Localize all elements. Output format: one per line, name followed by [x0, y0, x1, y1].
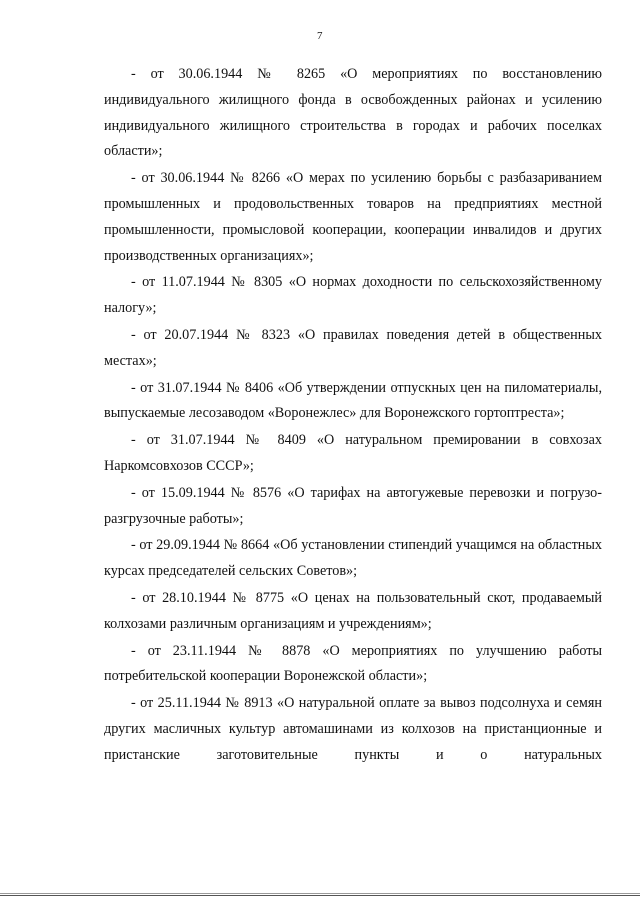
list-item: - от 20.07.1944 № 8323 «О правилах поведения детей в общественных местах»; — [104, 326, 602, 369]
list-item: - от 31.07.1944 № 8409 «О натуральном премировании в совхозах Наркомсовхозов СССР»; — [104, 432, 602, 474]
list-item: - от 31.07.1944 № 8406 «Об утверждении отпускных цен на пиломатериалы, выпускаемые лесозаводом «Воронежлес» для Воронежского гортоптреста»; — [104, 379, 602, 422]
list-item: - от 30.06.1944 № 8266 «О мерах по усилению борьбы с разбазариванием промышленных и продовольственных товаров на предприятиях местной промышленности, промысловой кооперации, кооперации инвалидов и других производственных организациях»; — [104, 170, 602, 264]
list-item: - от 28.10.1944 № 8775 «О ценах на пользовательный скот, продаваемый колхозами различным организациям и учреждениям»; — [104, 589, 602, 632]
scan-edge-line — [0, 893, 640, 894]
list-item: - от 11.07.1944 № 8305 «О нормах доходности по сельскохозяйственному налогу»; — [104, 274, 602, 317]
scan-edge-line-dark — [0, 895, 640, 896]
page-number: 7 — [317, 30, 323, 42]
decree-list — [104, 62, 602, 770]
list-item: - от 25.11.1944 № 8913 «О натуральной оплате за вывоз подсолнуха и семян других масличных культур автомашинами из колхозов на пристанционные и пристанские заготовительные пункты и о натуральных — [104, 695, 602, 763]
list-item: - от 30.06.1944 № 8265 «О мероприятиях по восстановлению индивидуального жилищного фонда в освобожденных районах и усилению индивидуального жилищного строительства в городах и рабочих поселках области»; — [104, 66, 602, 160]
list-item: - от 15.09.1944 № 8576 «О тарифах на автогужевые перевозки и погрузо-разгрузочные работы»; — [104, 484, 602, 527]
list-item: - от 23.11.1944 № 8878 «О мероприятиях по улучшению работы потребительской кооперации Воронежской области»; — [104, 642, 602, 685]
list-item: - от 29.09.1944 № 8664 «Об установлении стипендий учащимся на областных курсах председателей сельских Советов»; — [104, 537, 602, 580]
